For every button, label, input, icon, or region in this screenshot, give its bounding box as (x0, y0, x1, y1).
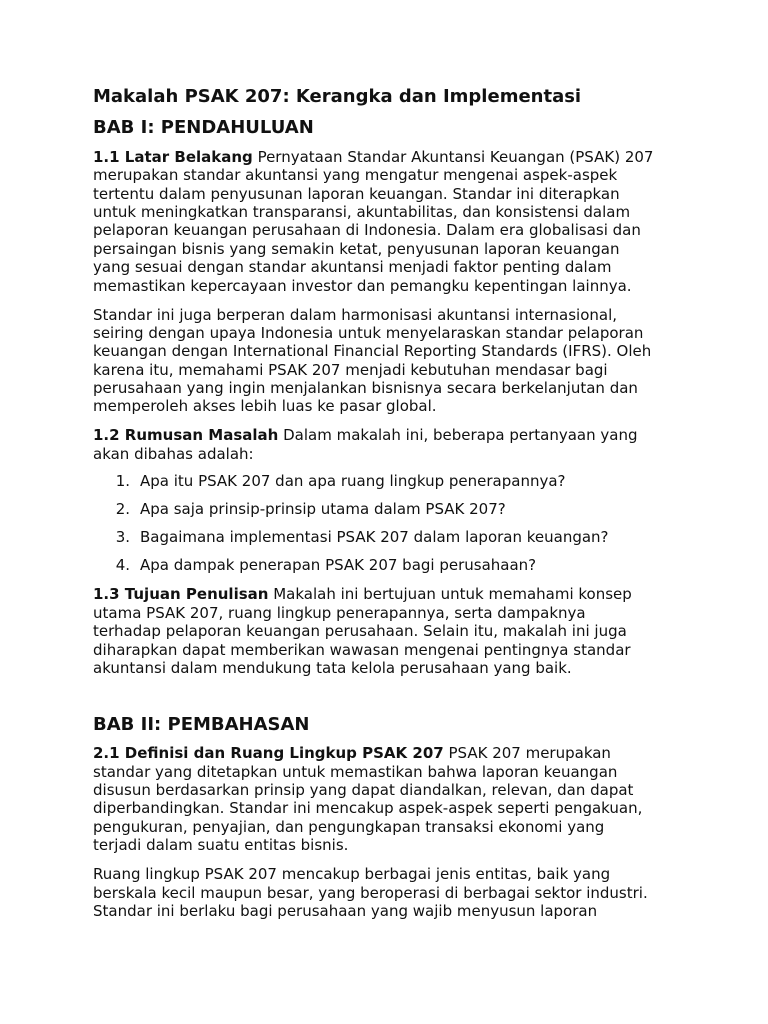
paragraph (93, 744, 733, 854)
paragraph-line (93, 865, 733, 883)
paragraph-text: Standar ini juga berperan dalam harmonisasi akuntansi internasional, (93, 305, 618, 324)
paragraph-text: karena itu, memahami PSAK 207 menjadi kebutuhan mendasar bagi (93, 360, 608, 379)
paragraph (93, 426, 733, 463)
paragraph-line (93, 818, 733, 836)
paragraph-line (93, 604, 733, 622)
paragraph-line (93, 641, 733, 659)
list-item (93, 500, 733, 518)
paragraph-line (93, 185, 733, 203)
paragraph-text: perusahaan yang ingin menjalankan bisnisnya secara berkelanjutan dan (93, 379, 638, 398)
paragraph-text: PSAK 207 merupakan (448, 744, 611, 763)
paragraph-text: merupakan standar akuntansi yang mengatur mengenai aspek-aspek (93, 166, 618, 185)
paragraph-line (93, 744, 733, 762)
paragraph-text: Pernyataan Standar Akuntansi Keuangan (PSAK) 207 (257, 147, 654, 166)
chapter-heading: BAB I: PENDAHULUAN (93, 117, 314, 138)
paragraph-text: terjadi dalam suatu entitas bisnis. (93, 836, 349, 855)
paragraph-text: Makalah ini bertujuan untuk memahami konsep (273, 585, 632, 604)
paragraph-line (93, 306, 733, 324)
section-1 (93, 117, 733, 677)
paragraph-text: memastikan kepercayaan investor dan pemangku kepentingan lainnya. (93, 276, 632, 295)
paragraph-text: Standar ini berlaku bagi perusahaan yang wajib menyusun laporan (93, 902, 598, 921)
paragraph-line (93, 659, 733, 677)
paragraph-text: persaingan bisnis yang semakin ketat, penyusunan laporan keuangan (93, 239, 620, 258)
paragraph-line (93, 361, 733, 379)
paragraph-line (93, 445, 733, 463)
document-body (93, 86, 733, 931)
paragraph-line (93, 585, 733, 603)
paragraph-line (93, 799, 733, 817)
subsection-heading: 2.1 Definisi dan Ruang Lingkup PSAK 207 (93, 744, 444, 763)
subsection-heading: 1.1 Latar Belakang (93, 147, 253, 166)
paragraph-text: akan dibahas adalah: (93, 444, 254, 463)
paragraph-text: keuangan dengan International Financial Reporting Standards (IFRS). Oleh (93, 342, 652, 361)
paragraph (93, 585, 733, 677)
paragraph-text: untuk meningkatkan transparansi, akuntabilitas, dan konsistensi dalam (93, 202, 631, 221)
paragraph-line (93, 203, 733, 221)
list-item (93, 472, 733, 490)
list-item (93, 556, 733, 574)
paragraph-line (93, 397, 733, 415)
paragraph-line (93, 622, 733, 640)
paragraph-text: utama PSAK 207, ruang lingkup penerapannya, serta dampaknya (93, 603, 586, 622)
paragraph-line (93, 836, 733, 854)
paragraph-text: diperbandingkan. Standar ini mencakup aspek-aspek seperti pengakuan, (93, 799, 643, 818)
chapter-heading: BAB II: PEMBAHASAN (93, 713, 310, 735)
paragraph-line (93, 781, 733, 799)
list-number: 2. (115, 500, 130, 519)
list-item-text: Apa itu PSAK 207 dan apa ruang lingkup penerapannya? (140, 472, 566, 491)
paragraph-text: tertentu dalam penyusunan laporan keuangan. Standar ini diterapkan (93, 184, 620, 203)
paragraph-line (93, 166, 733, 184)
paragraph-line (93, 426, 733, 444)
paragraph-text: seiring dengan upaya Indonesia untuk menyelaraskan standar pelaporan (93, 323, 644, 342)
paragraph-text: yang sesuai dengan standar akuntansi menjadi faktor penting dalam (93, 258, 612, 277)
paragraph (93, 306, 733, 416)
list-number: 3. (115, 528, 130, 547)
question-list (93, 472, 733, 574)
paragraph-line (93, 379, 733, 397)
list-item (93, 528, 733, 546)
list-item-text: Apa saja prinsip-prinsip utama dalam PSAK 207? (140, 500, 506, 519)
paragraph-line (93, 342, 733, 360)
paragraph-line (93, 324, 733, 342)
paragraph-text: Dalam makalah ini, beberapa pertanyaan yang (283, 426, 638, 445)
paragraph-text: akuntansi dalam mendukung tata kelola perusahaan yang baik. (93, 658, 572, 677)
paragraph-text: diharapkan dapat memberikan wawasan mengenai pentingnya standar (93, 640, 631, 659)
paragraph-text: disusun berdasarkan prinsip yang dapat diandalkan, relevan, dan dapat (93, 781, 634, 800)
paragraph-line (93, 258, 733, 276)
paragraph-text: Ruang lingkup PSAK 207 mencakup berbagai jenis entitas, baik yang (93, 865, 611, 884)
paragraph-line (93, 902, 733, 920)
paragraph (93, 865, 733, 920)
section-2 (93, 714, 733, 921)
paragraph-line (93, 884, 733, 902)
paragraph-line (93, 221, 733, 239)
paragraph-line (93, 277, 733, 295)
paragraph-line (93, 763, 733, 781)
list-item-text: Bagaimana implementasi PSAK 207 dalam laporan keuangan? (140, 528, 609, 547)
paragraph-text: standar yang ditetapkan untuk memastikan bahwa laporan keuangan (93, 762, 618, 781)
subsection-heading: 1.3 Tujuan Penulisan (93, 585, 269, 604)
list-number: 4. (115, 556, 130, 575)
paragraph-text: berskala kecil maupun besar, yang beroperasi di berbagai sektor industri. (93, 883, 648, 902)
paragraph-text: terhadap pelaporan keuangan perusahaan. Selain itu, makalah ini juga (93, 622, 627, 641)
subsection-heading: 1.2 Rumusan Masalah (93, 426, 279, 445)
document-title: Makalah PSAK 207: Kerangka dan Implementasi (93, 86, 582, 107)
paragraph-line (93, 240, 733, 258)
paragraph-text: pengukuran, penyajian, dan pengungkapan transaksi ekonomi yang (93, 817, 605, 836)
paragraph (93, 148, 733, 295)
list-item-text: Apa dampak penerapan PSAK 207 bagi perusahaan? (140, 556, 537, 575)
list-number: 1. (115, 472, 130, 491)
paragraph-text: pelaporan keuangan perusahaan di Indonesia. Dalam era globalisasi dan (93, 221, 641, 240)
paragraph-line (93, 148, 733, 166)
paragraph-text: memperoleh akses lebih luas ke pasar global. (93, 397, 437, 416)
